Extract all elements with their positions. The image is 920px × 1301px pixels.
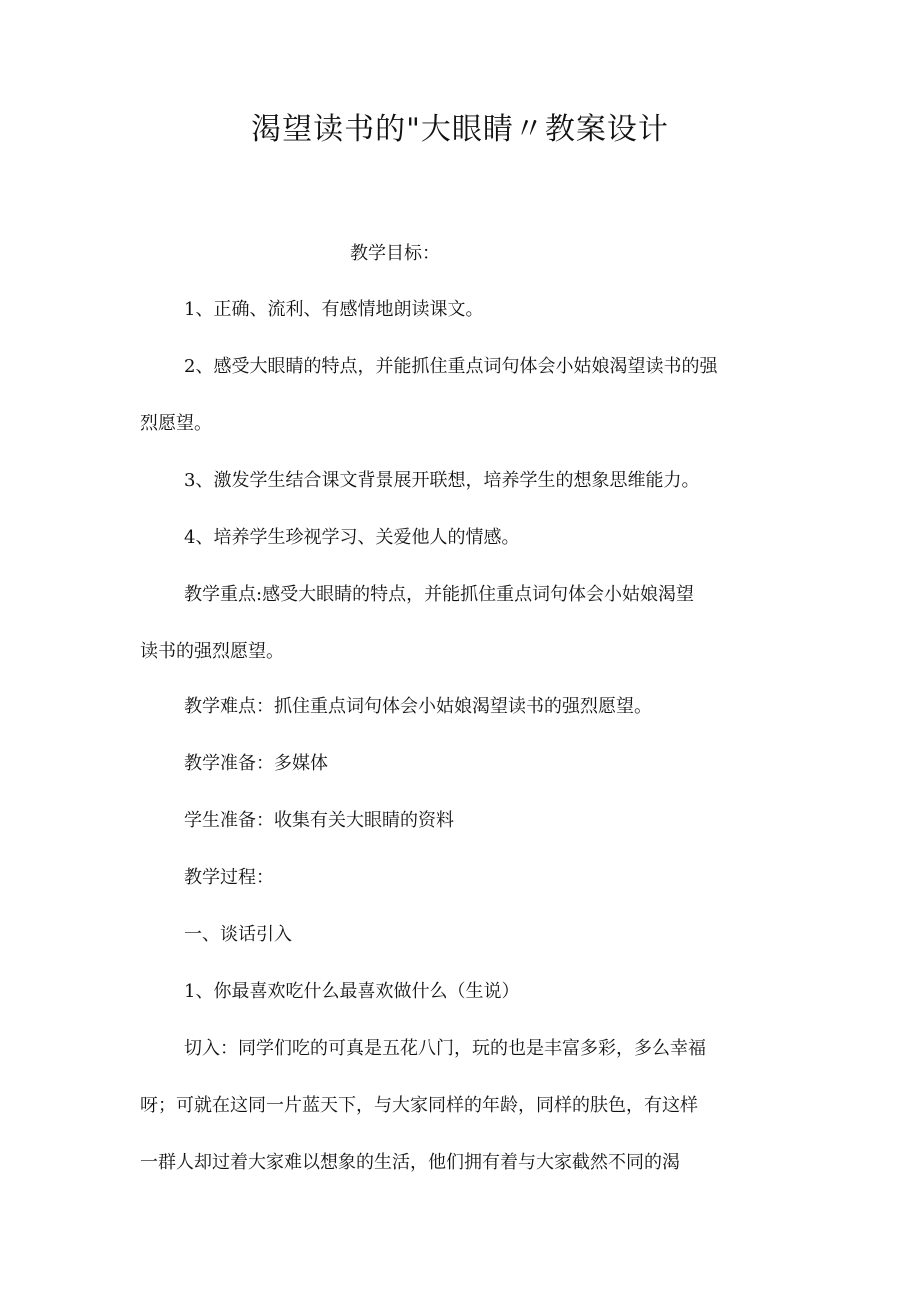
paragraph-line: 4、培养学生珍视学习、关爱他人的情感。: [184, 527, 520, 548]
document-title: 渴望读书的"大眼睛〃教案设计: [251, 112, 669, 147]
paragraph-line: 学生准备：收集有关大眼睛的资料: [184, 810, 454, 831]
paragraph-line: 教学准备：多媒体: [184, 753, 328, 774]
paragraph-line: 切入：同学们吃的可真是五花八门，玩的也是丰富多彩，多么幸福: [184, 1038, 706, 1059]
paragraph-line: 呀；可就在这同一片蓝天下，与大家同样的年龄，同样的肤色，有这样: [140, 1095, 698, 1116]
paragraph-line: 教学难点：抓住重点词句体会小姑娘渴望读书的强烈愿望。: [184, 696, 652, 717]
paragraph-line: 烈愿望。: [140, 413, 212, 434]
paragraph-line: 3、激发学生结合课文背景展开联想，培养学生的想象思维能力。: [184, 470, 700, 491]
paragraph-line: 1、你最喜欢吃什么最喜欢做什么（生说）: [184, 981, 520, 1002]
paragraph-line: 一群人却过着大家难以想象的生活，他们拥有着与大家截然不同的渴: [140, 1152, 680, 1173]
paragraph-line: 2、感受大眼睛的特点，并能抓住重点词句体会小姑娘渴望读书的强: [184, 356, 718, 377]
paragraph-line: 读书的强烈愿望。: [140, 641, 284, 662]
paragraph-line: 1、正确、流利、有感情地朗读课文。: [184, 299, 484, 320]
section-heading-intro: 一、谈话引入: [184, 924, 292, 945]
paragraph-line: 教学重点:感受大眼睛的特点，并能抓住重点词句体会小姑娘渴望: [184, 584, 695, 605]
section-heading-objectives: 教学目标：: [350, 243, 440, 264]
section-heading-process: 教学过程：: [184, 867, 274, 888]
